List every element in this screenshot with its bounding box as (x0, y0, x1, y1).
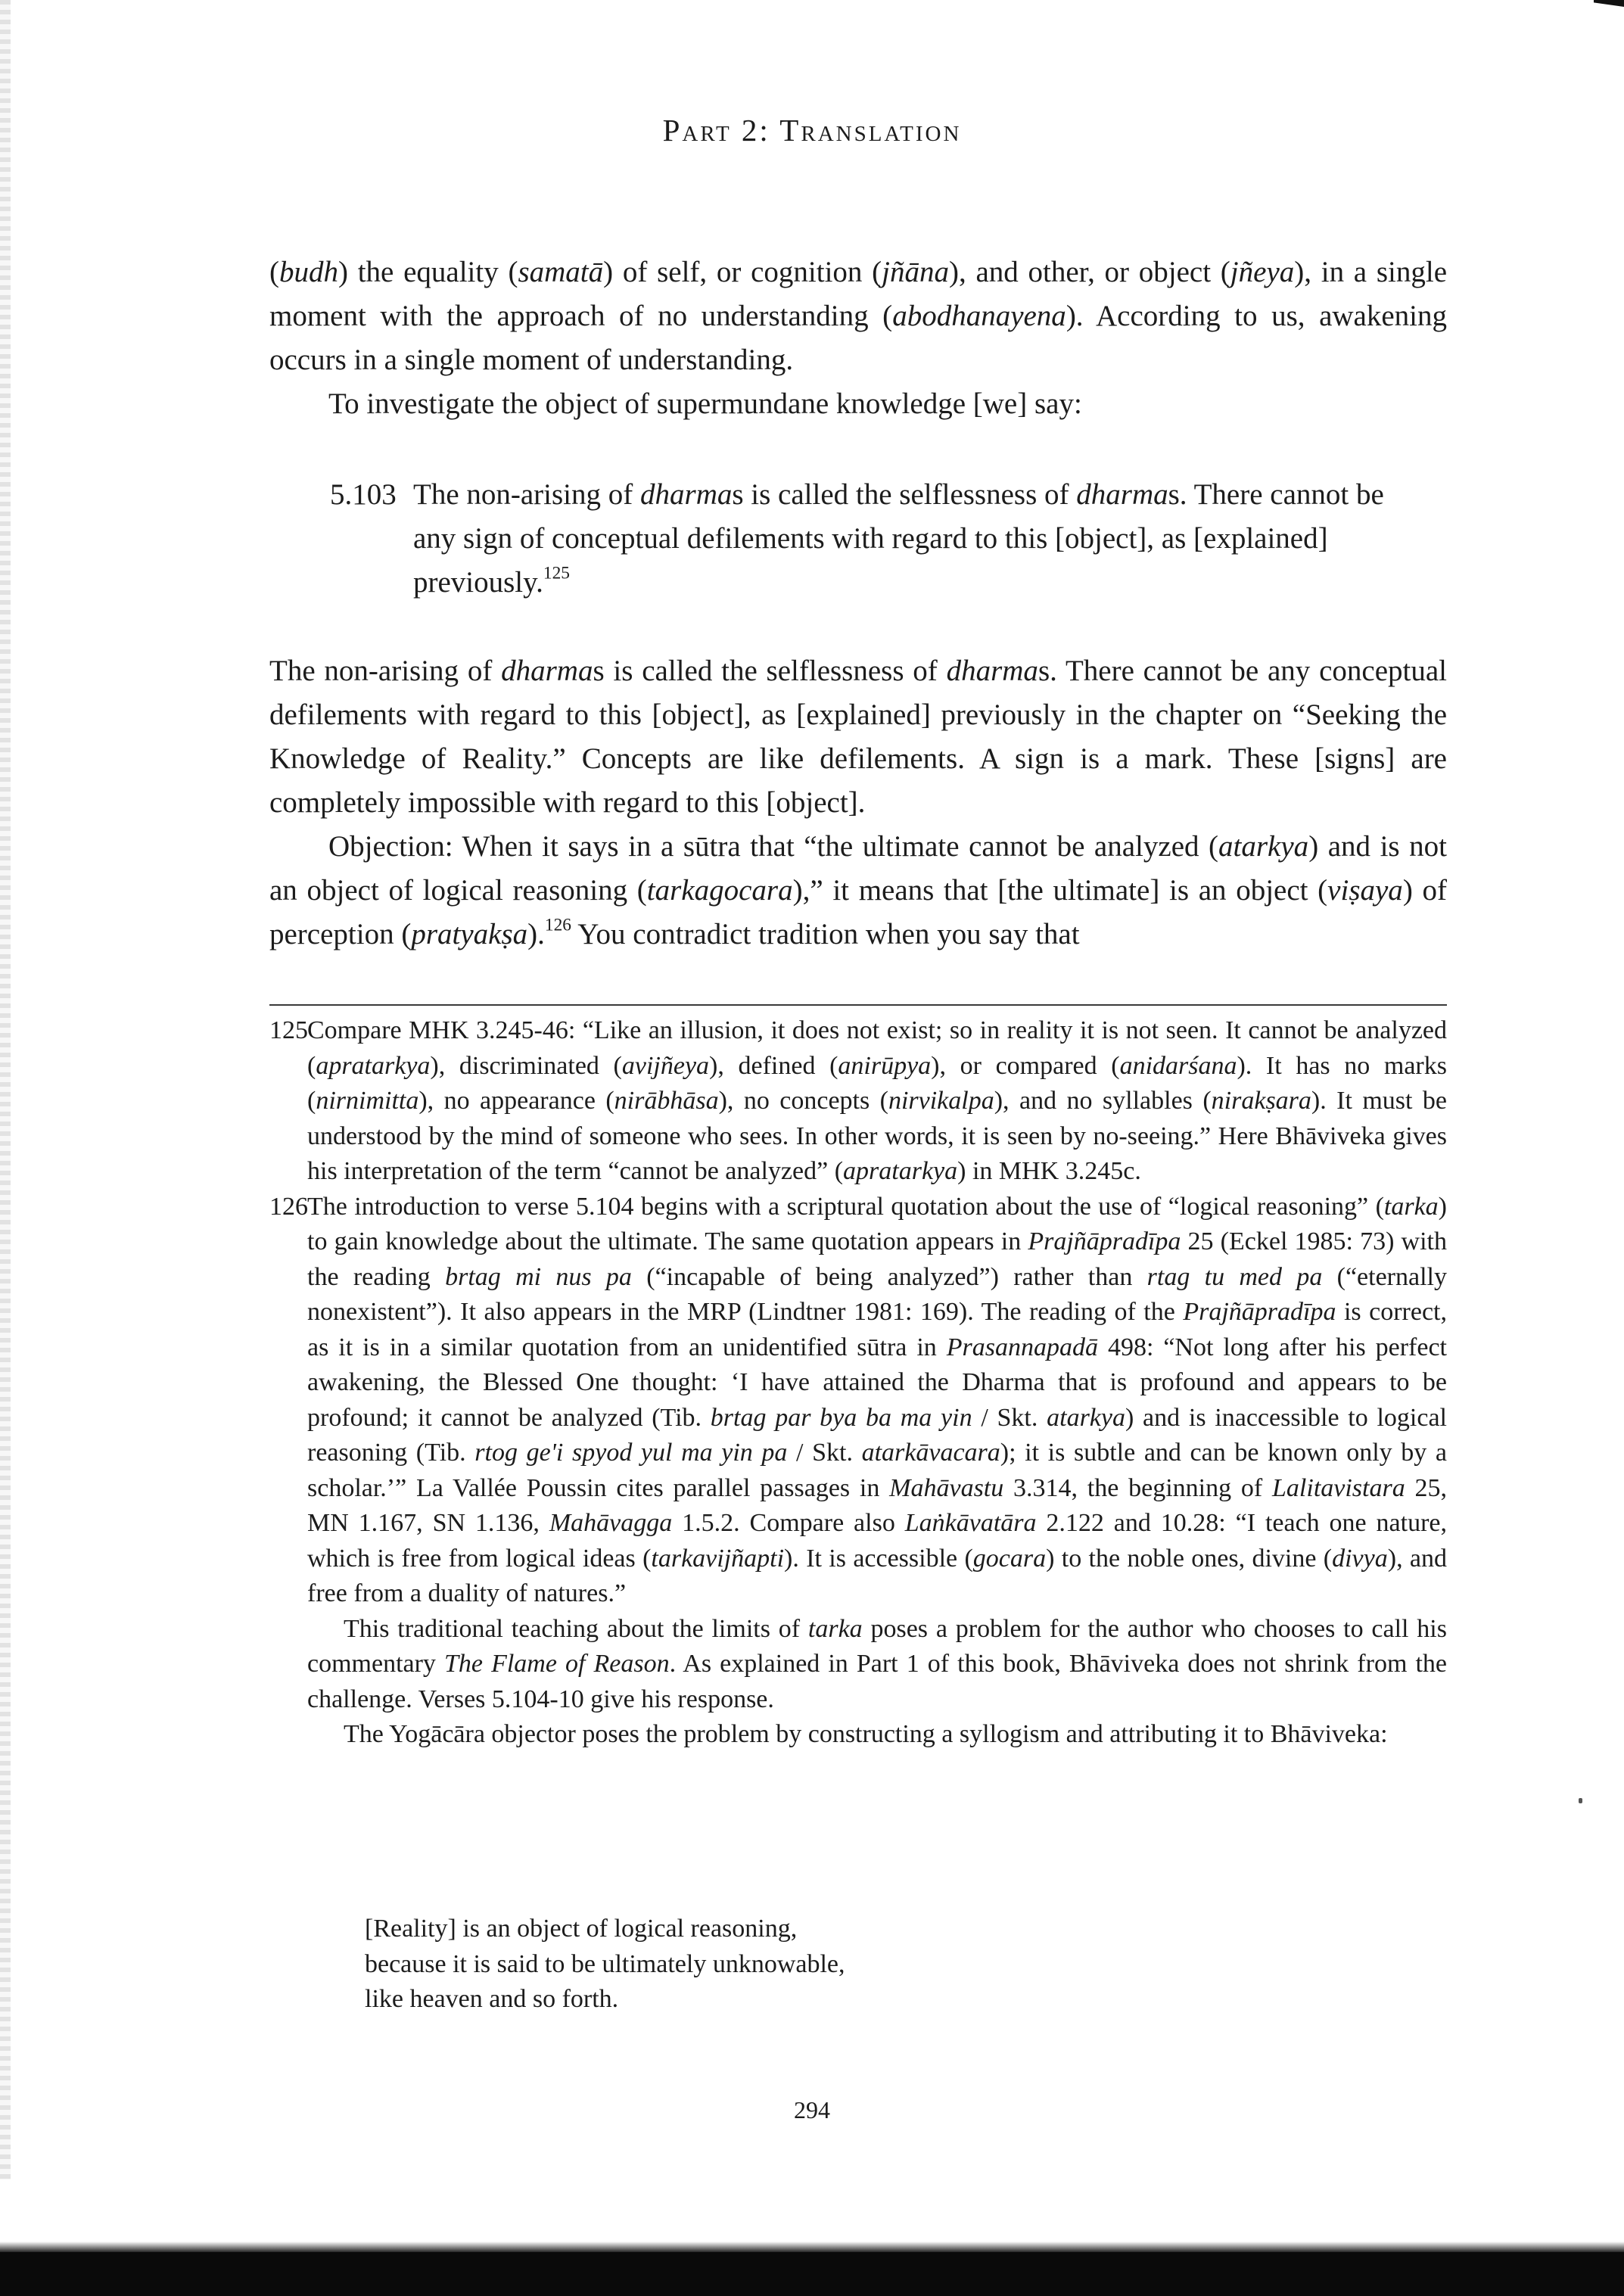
italic-term: dharma (946, 655, 1038, 687)
footnote-ref: 126 (544, 915, 571, 935)
text-run: The introduction to verse 5.104 begins with a scriptural quotation about the use of “logical reasoning” ( (307, 1192, 1384, 1221)
syllogism-line: [Reality] is an object of logical reasoning, (365, 1915, 798, 1943)
text-run: ),” it means that [the ultimate] is an object ( (792, 874, 1328, 907)
paragraph-2 (269, 382, 1447, 426)
italic-term: nirābhāsa (614, 1087, 719, 1115)
running-head: Part 2: Translation (662, 113, 962, 148)
paragraph-1 (269, 250, 1447, 382)
footnote-text (307, 1013, 1447, 1190)
text-run: 25 (Eckel 1985: 73) with the reading (307, 1227, 1447, 1291)
footnote-126-para-2 (269, 1612, 1447, 1718)
text-run: (“incapable of being analyzed”) rather than (631, 1262, 1147, 1291)
footnote-number: 125 (269, 1016, 308, 1044)
main-text-top (269, 250, 1447, 426)
text-run: s. There cannot be any sign of conceptual defilements with regard to this [object], as [explained] previously. (413, 478, 1384, 599)
text-run: The non-arising of (269, 655, 502, 687)
italic-term: gocara (972, 1544, 1047, 1573)
text-run: ) of perception ( (269, 874, 1447, 950)
text-run: ). It must be understood by the mind of someone who sees. In other words, it is seen by no-seeing.” Here Bhāviveka gives his interpretation of the term “cannot be analyzed” ( (307, 1087, 1447, 1185)
text-run: 498: “Not long after his perfect awakening, the Blessed One thought: ‘I have attained the Dharma that is profound and appears to be profound; it cannot be analyzed (Tib. (307, 1333, 1448, 1432)
text-run: ), no concepts ( (718, 1087, 888, 1115)
italic-term: jñeya (1230, 256, 1295, 288)
syllogism (365, 1912, 1424, 2018)
italic-term: tarka (807, 1614, 863, 1643)
footnote-ref: 125 (543, 563, 570, 583)
text-run: ); it is subtle and can be known only by a scholar.’” La Vallée Poussin cites parallel passages in (307, 1439, 1447, 1502)
text-run: The Yogācāra objector poses the problem by constructing a syllogism and attributing it to Bhāviveka: (344, 1720, 1388, 1748)
text-run: ). According to us, awakening occurs in a single moment of understanding. (269, 300, 1447, 376)
text-run: ), discriminated ( (430, 1051, 622, 1080)
italic-term: apratarkya (843, 1157, 958, 1185)
paragraph-4 (269, 825, 1447, 957)
text-run: The non-arising of (413, 478, 641, 511)
text-run: ), defined ( (709, 1051, 838, 1080)
text-run: s is called the selflessness of (732, 478, 1077, 511)
italic-term: budh (279, 256, 338, 288)
syllogism-line: because it is said to be ultimately unknowable, (365, 1949, 845, 1978)
footnote-125 (269, 1013, 1447, 1190)
text-run: ) to gain knowledge about the ultimate. The same quotation appears in (307, 1192, 1447, 1255)
italic-term: brtag mi nus pa (445, 1262, 632, 1291)
italic-term: jñāna (882, 256, 949, 288)
main-text-bottom (269, 649, 1447, 957)
footnote-number: 126 (269, 1192, 308, 1221)
italic-term: anirūpya (838, 1051, 932, 1080)
scan-bottom-edge (0, 2252, 1624, 2296)
text-run: ) of self, or cognition ( (603, 256, 882, 288)
text-run: ). (527, 918, 545, 950)
footnote-126-para-3 (269, 1717, 1447, 1753)
page-number: 294 (794, 2096, 830, 2123)
text-run: / Skt. (972, 1403, 1047, 1432)
text-run: 25, MN 1.167, SN 1.136, (307, 1473, 1448, 1537)
text-run: This traditional teaching about the limits of (344, 1614, 808, 1643)
text-run: s. There cannot be any conceptual defilements with regard to this [object], as [explained] previously in the chapter on “Seeking the Knowledge of Reality.” Concepts are like defilements. A sign is a mark. These [signs] are completely impossible with regard to this [object]. (269, 655, 1448, 819)
italic-term: dharma (501, 655, 593, 687)
italic-term: atarkya (1218, 830, 1309, 863)
footnotes (269, 1013, 1447, 1753)
italic-term: Lalitavistara (1272, 1473, 1405, 1502)
italic-term: atarkya (1047, 1403, 1125, 1432)
text-run: ) and is inaccessible to logical reasoning (Tib. (307, 1403, 1447, 1467)
italic-term: nirakṣara (1211, 1087, 1311, 1115)
verse-number: 5.103 (330, 478, 397, 511)
text-run: ). It is accessible ( (784, 1544, 973, 1573)
footnote-text (307, 1190, 1447, 1612)
text-run: ) to the noble ones, divine ( (1046, 1544, 1333, 1573)
italic-term: Mahāvagga (549, 1509, 673, 1537)
italic-term: divya (1332, 1544, 1388, 1573)
scan-left-edge (0, 0, 11, 2179)
italic-term: atarkāvacara (861, 1439, 1000, 1467)
text-run: ) and is not an object of logical reasoning ( (269, 830, 1447, 907)
text-run: / Skt. (787, 1439, 862, 1467)
italic-term: tarka (1383, 1192, 1439, 1221)
paragraph-3 (269, 649, 1447, 825)
syllogism-line: like heaven and so forth. (365, 1985, 619, 2013)
italic-term: rtag tu med pa (1146, 1262, 1323, 1291)
text-run: s is called the selflessness of (593, 655, 947, 687)
scan-corner-mark (1594, 0, 1624, 7)
italic-term: rtog ge'i spyod yul ma yin pa (474, 1439, 788, 1467)
italic-term: abodhanayena (892, 300, 1066, 332)
text-run: 2.122 and 10.28: “I teach one nature, which is free from logical ideas ( (307, 1509, 1447, 1573)
text-run: (“eternally nonexistent”). It also appears in the MRP (Lindtner 1981: 169). The reading of the (307, 1262, 1447, 1326)
italic-term: Prasannapadā (946, 1333, 1098, 1361)
footnote-rule (269, 1004, 1447, 1006)
text-run: 1.5.2. Compare also (672, 1509, 905, 1537)
italic-term: dharma (640, 478, 733, 511)
text-run: ), and other, or object ( (948, 256, 1230, 288)
text-run: ). It has no marks ( (307, 1051, 1447, 1115)
text-run: ) the equality ( (338, 256, 518, 288)
italic-term: samatā (518, 256, 604, 288)
text-run: ) in MHK 3.245c. (957, 1157, 1141, 1185)
italic-term: Laṅkāvatāra (904, 1509, 1037, 1537)
text-run: ( (269, 256, 279, 288)
text-run: ), and free from a duality of natures.” (307, 1544, 1447, 1607)
text-run: poses a problem for the author who chooses to call his commentary (307, 1614, 1447, 1678)
text-run: ), in a single moment with the approach of no understanding ( (269, 256, 1448, 332)
italic-term: Prajñāpradīpa (1183, 1298, 1336, 1326)
text-run: To investigate the object of supermundane knowledge [we] say: (328, 387, 1082, 420)
text-run: ), or compared ( (931, 1051, 1120, 1080)
text-run: Compare MHK 3.245-46: “Like an illusion, it does not exist; so in reality it is not seen. It cannot be analyzed ( (307, 1016, 1447, 1080)
verse-text (413, 473, 1427, 605)
italic-term: pratyakṣa (411, 918, 528, 950)
text-run: You contradict tradition when you say that (571, 918, 1080, 950)
italic-term: dharma (1076, 478, 1168, 511)
italic-term: nirvikalpa (888, 1087, 994, 1115)
text-run: is correct, as it is in a similar quotation from an unidentified sūtra in (307, 1298, 1447, 1361)
italic-term: viṣaya (1327, 874, 1403, 907)
italic-term: Mahāvastu (889, 1473, 1004, 1502)
text-run: 3.314, the beginning of (1003, 1473, 1273, 1502)
footnote-126 (269, 1190, 1447, 1612)
italic-term: tarkavijñapti (651, 1544, 785, 1573)
italic-term: apratarkya (316, 1051, 431, 1080)
italic-term: nirnimitta (316, 1087, 419, 1115)
italic-term: Prajñāpradīpa (1028, 1227, 1181, 1255)
scan-speck (1579, 1798, 1582, 1803)
text-run: ), no appearance ( (418, 1087, 614, 1115)
italic-term: anidarśana (1119, 1051, 1237, 1080)
italic-term: brtag par bya ba ma yin (710, 1403, 972, 1432)
italic-term: tarkagocara (646, 874, 793, 907)
italic-term: avijñeya (621, 1051, 710, 1080)
text-run: . As explained in Part 1 of this book, Bhāviveka does not shrink from the challenge. Verses 5.104-10 give his response. (307, 1650, 1447, 1713)
text-run: ), and no syllables ( (994, 1087, 1212, 1115)
text-run: Objection: When it says in a sūtra that “the ultimate cannot be analyzed ( (328, 830, 1219, 863)
italic-term: The Flame of Reason (444, 1650, 670, 1678)
